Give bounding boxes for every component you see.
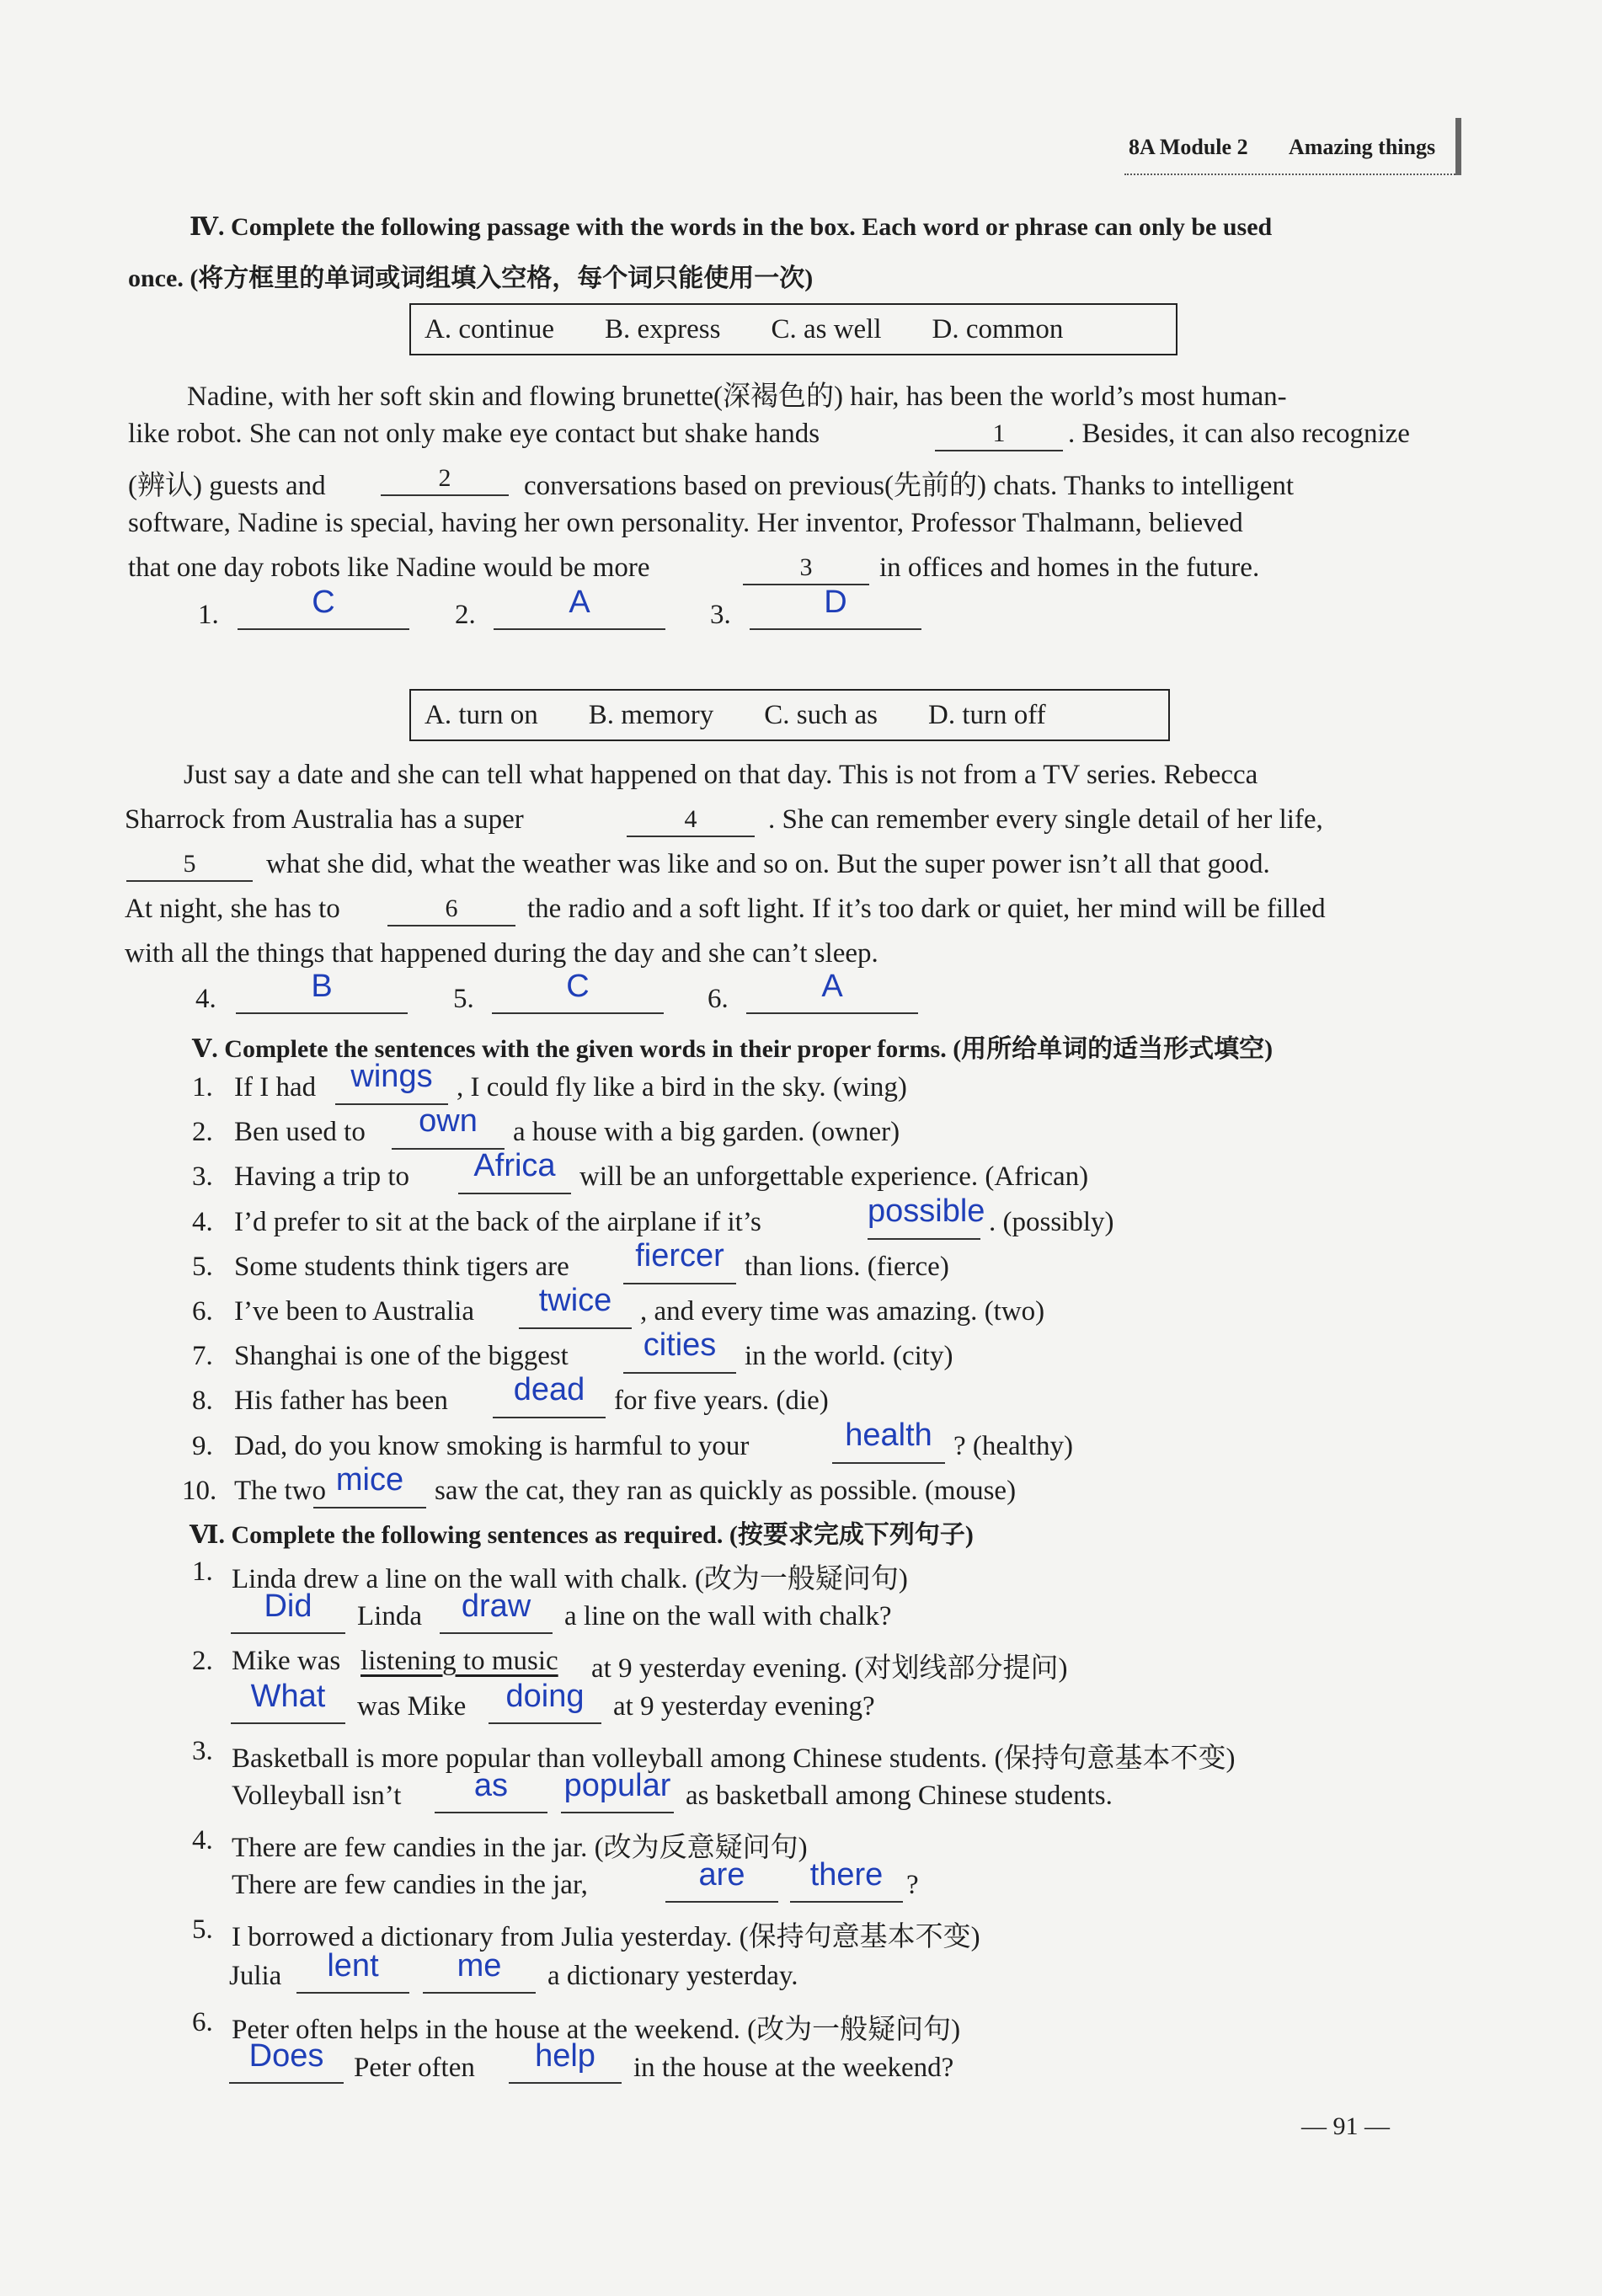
answer-blank [236,1012,408,1014]
item-prompt-post: in the world. (city) [745,1341,953,1371]
item-num: 5. [192,1252,213,1282]
item-prompt-pre: Having a trip to [234,1161,410,1192]
item-prompt-pre: I’ve been to Australia [234,1296,474,1327]
q5-prompt: I borrowed a dictionary from Julia yesterday. (保持句意基本不变) [232,1922,980,1952]
answer-2: A [569,585,590,620]
q2-answer-1: What [250,1679,326,1714]
q2-answer-2: doing [505,1679,585,1714]
item-num: 8. [192,1386,213,1416]
answer-blank [494,628,665,630]
blank-number: 5 [183,850,196,878]
word-option: B. memory [588,699,714,730]
answer-blank [750,628,921,630]
passage2-line2a: Sharrock from Australia has a super [125,804,524,835]
item-prompt-post: , I could fly like a bird in the sky. (wing) [457,1072,907,1103]
answer-blank [229,2082,344,2084]
q3-num: 3. [192,1736,213,1766]
item-prompt-post: saw the cat, they ran as quickly as possible. (mouse) [435,1476,1017,1506]
item-prompt-pre: I’d prefer to sit at the back of the airplane if it’s [234,1207,761,1237]
q6-mid: Peter often [354,2053,475,2083]
item-answer: fiercer [635,1238,724,1273]
answer-num: 3. [710,600,731,630]
q5-answer-2: me [457,1948,502,1984]
blank-number: 2 [438,464,451,492]
answer-blank [492,1012,664,1014]
q5-num: 5. [192,1914,213,1945]
q2-prompt-pre: Mike was [232,1646,341,1676]
item-num: 2. [192,1117,213,1147]
item-num: 4. [192,1207,213,1237]
answer-blank [489,1722,601,1724]
page-number: — 91 — [1301,2112,1390,2140]
answer-blank [435,1812,547,1813]
item-prompt-pre: The two [234,1476,327,1506]
q6-answer-1: Does [248,2038,324,2074]
item-answer: health [845,1418,932,1453]
item-num: 10. [182,1476,217,1506]
q1-num: 1. [192,1556,213,1587]
item-num: 1. [192,1072,213,1103]
passage1-line4: software, Nadine is special, having her own personality. Her inventor, Professor Thalmann, believed [128,508,1243,538]
passage1-line2a: like robot. She can not only make eye contact but shake hands [128,419,820,449]
item-answer: possible [868,1193,985,1229]
answer-blank [231,1632,345,1634]
word-option: A. continue [425,313,554,344]
item-prompt-post: , and every time was amazing. (two) [640,1296,1045,1327]
q2-prompt-underlined: listening to music [360,1646,558,1676]
answer-1: C [312,585,335,620]
answer-num: 2. [455,600,476,630]
answer-num: 5. [453,984,474,1014]
answer-blank [238,628,409,630]
q5-answer-1: lent [327,1948,379,1984]
passage2-line4b: the radio and a soft light. If it’s too dark or quiet, her mind will be filled [527,894,1326,924]
q4-prompt: There are few candies in the jar. (改为反意疑问句) [232,1833,808,1863]
q3-answer-2: popular [563,1768,671,1803]
answer-blank [519,1327,632,1329]
item-prompt-post: . (possibly) [989,1207,1114,1237]
q3-prompt: Basketball is more popular than volleyball among Chinese students. (保持句意基本不变) [232,1743,1236,1774]
q5-post: a dictionary yesterday. [547,1961,798,1991]
header-divider [1124,174,1461,175]
section4-title-line1: Ⅳ. Complete the following passage with the words in the box. Each word or phrase can only be used [190,213,1273,241]
q3-pre: Volleyball isn’t [232,1781,402,1811]
answer-blank [561,1812,674,1813]
answer-blank [313,1507,426,1508]
blank-1 [935,450,1063,451]
blank-number: 3 [799,553,813,581]
item-answer: twice [538,1283,612,1318]
q1-answer-1: Did [264,1589,312,1624]
passage1-line3a: (辨认) guests and [128,471,326,501]
answer-blank [509,2082,622,2084]
word-box-1 [409,303,1177,355]
word-option: C. as well [771,313,882,344]
blank-2 [381,494,509,496]
item-answer: dead [513,1372,585,1407]
q2-num: 2. [192,1646,213,1676]
answer-blank [296,1992,409,1994]
q4-num: 4. [192,1825,213,1855]
q5-pre: Julia [229,1961,282,1991]
passage1-line5a: that one day robots like Nadine would be more [128,553,650,583]
q2-mid: was Mike [357,1691,467,1722]
answer-blank [231,1722,345,1724]
item-prompt-pre: Some students think tigers are [234,1252,569,1282]
q6-num: 6. [192,2007,213,2037]
item-answer: cities [643,1327,717,1363]
q3-post: as basketball among Chinese students. [686,1781,1113,1811]
blank-number: 4 [684,805,697,833]
passage1-line5b: in offices and homes in the future. [879,553,1260,583]
item-answer: wings [350,1059,433,1094]
q4-pre: There are few candies in the jar, [232,1870,588,1900]
passage1-line2b: . Besides, it can also recognize [1068,419,1410,449]
answer-blank [832,1462,945,1464]
q6-answer-2: help [535,2038,595,2074]
item-prompt-pre: If I had [234,1072,317,1103]
q4-post: ? [906,1870,919,1900]
answer-blank [790,1901,903,1903]
item-prompt-pre: Ben used to [234,1117,366,1147]
answer-blank [493,1417,606,1418]
answer-num: 6. [708,984,729,1014]
blank-number: 6 [445,894,458,922]
item-prompt-pre: His father has been [234,1386,448,1416]
section4-title-line2: once. (将方框里的单词或词组填入空格，每个词只能使用一次) [128,264,814,292]
blank-5 [126,880,253,882]
word-option: D. common [932,313,1064,344]
passage2-line2b: . She can remember every single detail of her life, [768,804,1323,835]
passage2-line4a: At night, she has to [125,894,340,924]
q2-post: at 9 yesterday evening? [613,1691,875,1722]
blank-4 [627,836,755,837]
answer-6: A [821,969,843,1004]
q6-prompt: Peter often helps in the house at the weekend. (改为一般疑问句) [232,2015,961,2045]
q1-answer-2: draw [461,1589,531,1624]
answer-blank [423,1992,536,1994]
item-num: 3. [192,1161,213,1192]
answer-5: C [566,969,590,1004]
item-prompt-pre: Shanghai is one of the biggest [234,1341,569,1371]
answer-blank [623,1283,736,1284]
q6-post: in the house at the weekend? [633,2053,954,2083]
item-answer: mice [335,1462,404,1498]
passage2-line5: with all the things that happened during the day and she can’t sleep. [125,938,878,969]
item-prompt-post: ? (healthy) [953,1431,1074,1461]
item-prompt-post: than lions. (fierce) [745,1252,949,1282]
blank-number: 1 [992,419,1006,447]
item-num: 7. [192,1341,213,1371]
answer-blank [868,1238,980,1240]
answer-num: 4. [195,984,216,1014]
answer-3: D [824,585,847,620]
answer-blank [440,1632,553,1634]
answer-blank [458,1193,571,1194]
header-module: 8A Module 2 [1129,135,1248,159]
answer-blank [623,1372,736,1374]
item-prompt-post: for five years. (die) [614,1386,829,1416]
item-answer: Africa [473,1148,556,1183]
word-option: D. turn off [927,699,1046,730]
section6-title: Ⅵ. Complete the following sentences as required. (按要求完成下列句子) [190,1521,974,1549]
passage1-line1: Nadine, with her soft skin and flowing brunette(深褐色的) hair, has been the world’s most human- [187,382,1287,412]
answer-blank [746,1012,918,1014]
item-prompt-post: a house with a big garden. (owner) [513,1117,900,1147]
passage1-line3b: conversations based on previous(先前的) chats. Thanks to intelligent [524,471,1295,501]
item-prompt-pre: Dad, do you know smoking is harmful to your [234,1431,750,1461]
answer-blank [665,1901,778,1903]
header-bar [1455,118,1461,175]
header-topic: Amazing things [1289,135,1436,159]
q2-prompt-post: at 9 yesterday evening. (对划线部分提问) [591,1653,1068,1684]
passage2-line3: what she did, what the weather was like and so on. But the super power isn’t all that good. [266,849,1270,879]
answer-num: 1. [198,600,219,630]
item-num: 6. [192,1296,213,1327]
blank-6 [387,925,515,926]
q3-answer-1: as [473,1768,509,1803]
word-option: B. express [604,313,721,344]
item-answer: own [419,1103,478,1139]
word-option: C. such as [764,699,878,730]
section5-title: Ⅴ. Complete the sentences with the given words in their proper forms. (用所给单词的适当形式填空) [192,1035,1274,1063]
q1-post: a line on the wall with chalk? [564,1601,892,1631]
q1-mid: Linda [357,1601,422,1631]
word-box-2 [409,689,1170,741]
q4-answer-2: there [809,1857,884,1893]
item-prompt-post: will be an unforgettable experience. (African) [579,1161,1089,1192]
passage2-line1: Just say a date and she can tell what happened on that day. This is not from a TV series. Rebecca [184,760,1258,790]
q4-answer-1: are [698,1857,745,1893]
q1-prompt: Linda drew a line on the wall with chalk. (改为一般疑问句) [232,1564,908,1594]
item-num: 9. [192,1431,213,1461]
answer-4: B [311,969,333,1004]
word-option: A. turn on [425,699,538,730]
